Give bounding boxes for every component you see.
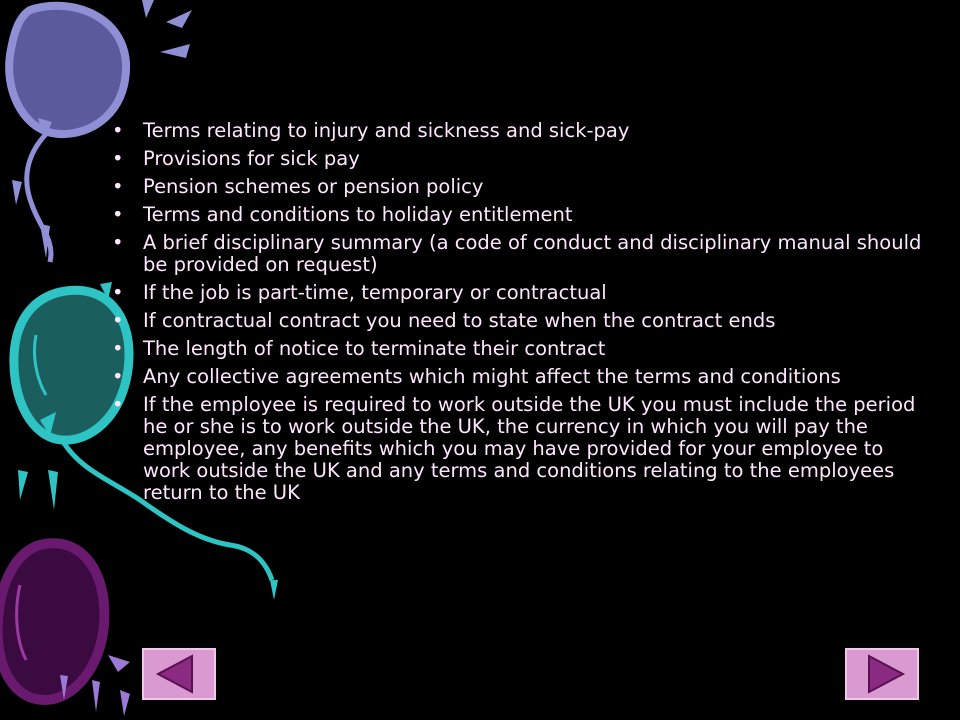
- bullet-dot-icon: •: [112, 393, 124, 416]
- bullet-text: Any collective agreements which might affect the terms and conditions: [143, 365, 841, 388]
- bullet-item: [112, 232, 932, 276]
- bullet-dot-icon: •: [112, 365, 124, 388]
- bullet-dot-icon: •: [112, 309, 124, 332]
- bullet-item: [112, 394, 932, 504]
- bullet-dot-icon: •: [112, 147, 124, 170]
- bullet-dot-icon: •: [112, 281, 124, 304]
- bullet-text: The length of notice to terminate their contract: [143, 337, 606, 360]
- bullet-item: [112, 338, 932, 360]
- bullet-item: [112, 204, 932, 226]
- next-slide-button[interactable]: [845, 648, 919, 700]
- bullet-dot-icon: •: [112, 203, 124, 226]
- bullet-item: [112, 176, 932, 198]
- bullet-text: A brief disciplinary summary (a code of conduct and disciplinary manual should be provided on request): [143, 231, 922, 276]
- blue-balloon-icon: [9, 6, 126, 262]
- bullet-content: [112, 120, 932, 510]
- bullet-text: Terms and conditions to holiday entitlement: [143, 203, 573, 226]
- bullet-item: [112, 366, 932, 388]
- bullet-dot-icon: •: [112, 119, 124, 142]
- previous-slide-button[interactable]: [142, 648, 216, 700]
- bullet-item: [112, 310, 932, 332]
- bullet-text: If contractual contract you need to state when the contract ends: [143, 309, 776, 332]
- purple-balloon-icon: [0, 543, 104, 700]
- bullet-dot-icon: •: [112, 337, 124, 360]
- bullet-item: [112, 120, 932, 142]
- right-triangle-icon: [847, 650, 917, 698]
- bullet-dot-icon: •: [112, 231, 124, 254]
- bullet-item: [112, 282, 932, 304]
- bullet-item: [112, 148, 932, 170]
- left-triangle-icon: [144, 650, 214, 698]
- bullet-dot-icon: •: [112, 175, 124, 198]
- bullet-list: [112, 120, 932, 504]
- bullet-text: If the job is part-time, temporary or contractual: [143, 281, 607, 304]
- bullet-text: If the employee is required to work outside the UK you must include the period he or she is to work outside the UK, the currency in which you will pay the employee, any benefits which you may have provided for your employee to work outside the UK and any terms and conditions relating to the employees return to the UK: [143, 393, 916, 504]
- bullet-text: Provisions for sick pay: [143, 147, 360, 170]
- bullet-text: Terms relating to injury and sickness and sick-pay: [143, 119, 630, 142]
- bullet-text: Pension schemes or pension policy: [143, 175, 484, 198]
